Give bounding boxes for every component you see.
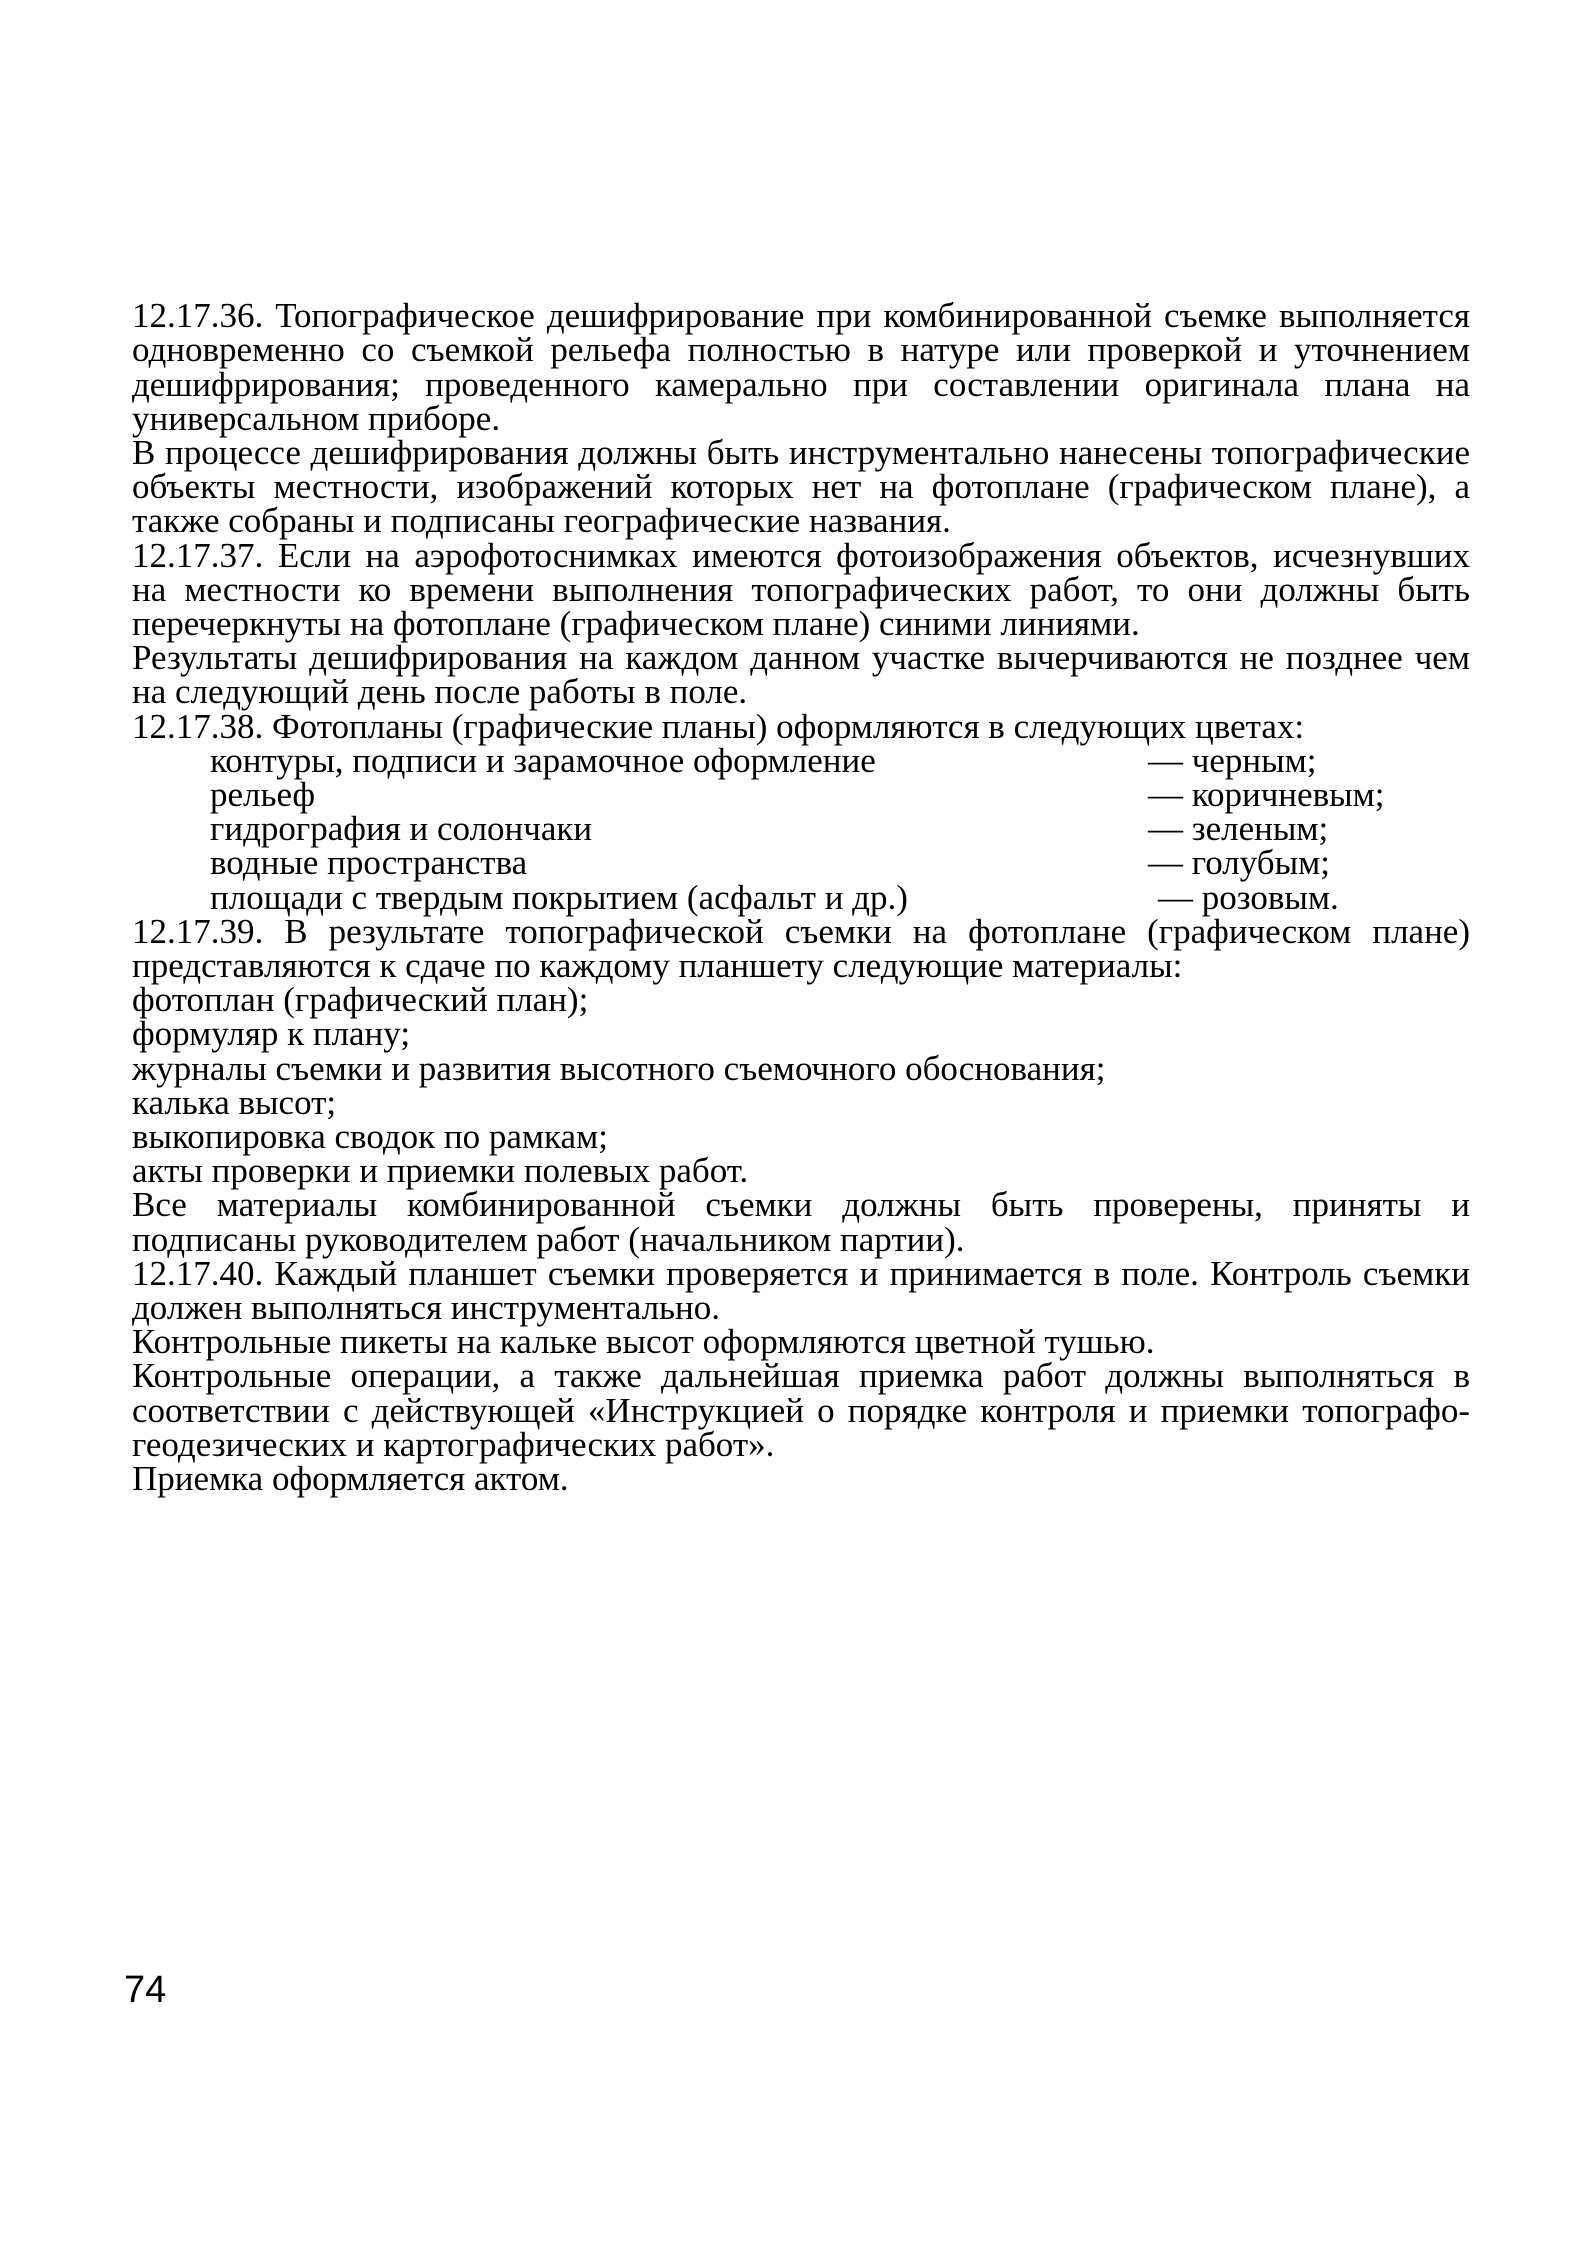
paragraph-12-17-40-operations: Контрольные операции, а также дальнейшая приемка работ должны выполняться в соответствии с действующей «Инструкцией о порядке контроля и приемки топографо-геодезических и картографических работ». [132,1356,1470,1464]
color-row-color: — зеленым; [1148,809,1329,849]
color-row-color: — розовым. [1158,877,1339,917]
color-row-item: гидрография и солончаки [210,809,593,849]
color-row [210,775,1385,815]
paragraph-12-17-36 [132,265,1470,436]
color-row [210,740,1380,780]
color-row-item: водные пространства [210,843,528,883]
paragraph-12-17-36-objects: В процессе дешифрирования должны быть инструментально нанесены топографические объекты местности, изображений которых нет на фотоплане (графическом плане), а также собраны и подписаны географические названия. [132,433,1470,541]
list-item: формуляр к плану; [132,1014,411,1054]
paragraph-12-17-36-text: 12.17.36. Топографическое дешифрирование при комбинированной съемке выполняется одновременно со съемкой рельефа полностью в натуре или проверкой и уточнением дешифрирования; проведенного камерально при составлении оригинала плана на универсальном приборе. [132,296,1470,438]
color-row-color: — голубым; [1148,843,1330,883]
paragraph-12-17-39-check: Все материалы комбинированной съемки должны быть проверены, приняты и подписаны руководителем работ (начальником партии). [132,1185,1470,1259]
page-body [132,265,1470,1496]
list-item: выкопировка сводок по рамкам; [132,1116,608,1156]
paragraph-12-17-37: 12.17.37. Если на аэрофотоснимках имеются фотоизображения объектов, исчезнувших на местности ко времени выполнения топографических работ, то они должны быть перечеркнуты на фотоплане (графическом плане) синими линиями. [132,535,1470,644]
color-row [210,809,1380,849]
list-item: акты проверки и приемки полевых работ. [132,1151,749,1191]
color-row-color: — черным; [1148,740,1317,780]
color-row-item: площади с твердым покрытием (асфальт и др.) [210,877,908,917]
color-row-item: рельеф [210,775,316,815]
paragraph-12-17-40-acceptance: Приемка оформляется актом. [132,1458,569,1498]
paragraph-12-17-37-results: Результаты дешифрирования на каждом данном участке вычерчиваются не позднее чем на следующий день после работы в поле. [132,638,1470,712]
color-scheme-list [210,740,1385,917]
color-row [210,877,1380,917]
color-row-item: контуры, подписи и зарамочное оформление [210,740,876,780]
paragraph-12-17-40-pickets: Контрольные пикеты на кальке высот оформляются цветной тушью. [132,1322,1155,1362]
color-row [210,843,1380,883]
page-number: 74 [124,1969,167,2011]
color-row-color: — коричневым; [1148,775,1385,815]
materials-list [132,980,1470,1191]
paragraph-12-17-38: 12.17.38. Фотопланы (графические планы) оформляются в следующих цветах: [132,706,1305,746]
list-item: калька высот; [132,1082,337,1122]
list-item: журналы съемки и развития высотного съемочного обоснования; [132,1048,1106,1088]
list-item: фотоплан (графический план); [132,980,589,1020]
paragraph-12-17-39: 12.17.39. В результате топографической съемки на фотоплане (графическом плане) представляются к сдаче по каждому планшету следующие материалы: [132,911,1470,985]
paragraph-12-17-40: 12.17.40. Каждый планшет съемки проверяется и принимается в поле. Контроль съемки должен выполняться инструментально. [132,1253,1470,1327]
